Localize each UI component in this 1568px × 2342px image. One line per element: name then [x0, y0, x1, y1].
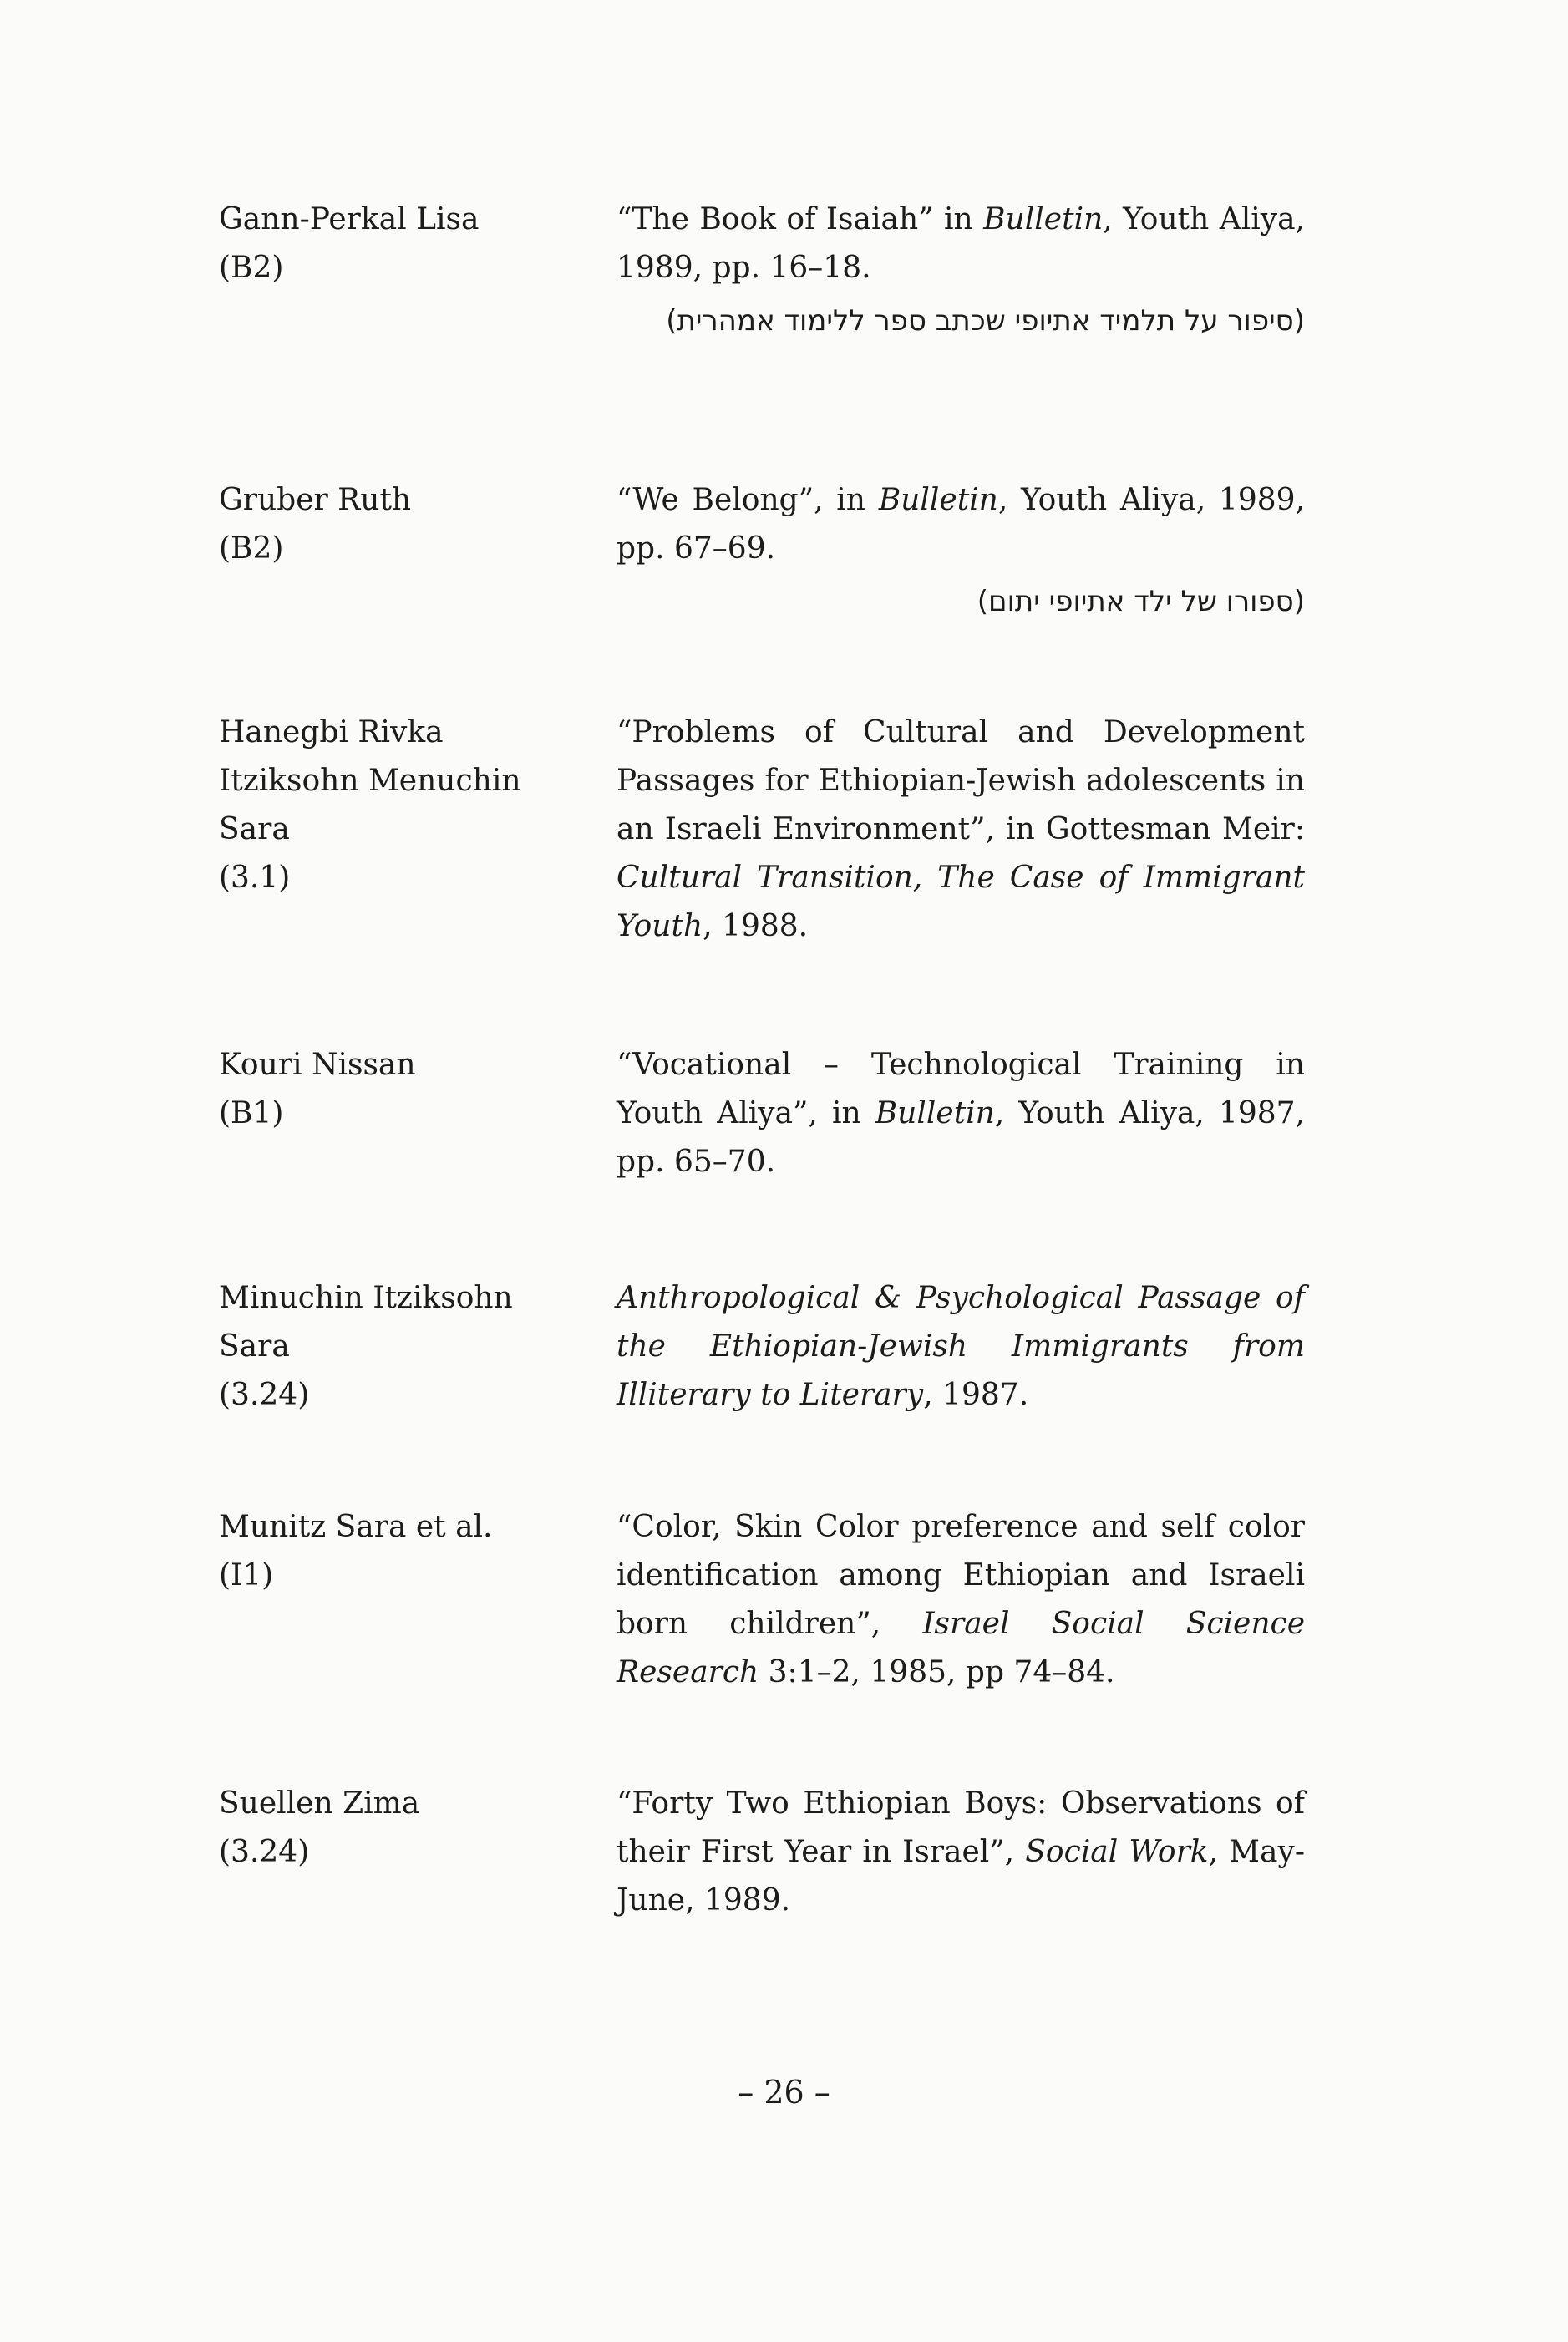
author-name: Itziksohn Menuchin Sara [219, 764, 521, 846]
entry-reference: “Color, Skin Color preference and self color identification among Ethiopian and Israeli born children”, Israel Social Science Research 3:1–2, 1985, pp 74–84. [617, 1510, 1306, 1689]
reference-title: Anthropological & Psychological Passage of the Ethiopian-Jewish Immigrants from Illiterary to Literary [617, 1281, 1305, 1412]
entry-author [219, 1780, 586, 1877]
entry-reference: “Vocational – Technological Training in Youth Aliya”, in Bulletin, Youth Aliya, 1987, pp. 65–70. [617, 1048, 1305, 1179]
entry-reference: “Problems of Cultural and Development Passages for Ethiopian-Jewish adolescents in an Israeli Environment”, in Gottesman Meir: Cultural Transition, The Case of Immigrant Youth, 1988. [617, 715, 1305, 943]
author-name: Gann-Perkal Lisa [219, 202, 480, 236]
reference-title: Cultural Transition, The Case of Immigrant Youth [617, 861, 1305, 943]
author-code: (B2) [219, 531, 284, 566]
author-name: Minuchin Itziksohn Sara [219, 1281, 513, 1364]
author-name: Suellen Zima [219, 1786, 420, 1821]
author-code: (3.1) [219, 861, 291, 895]
entry-author [219, 196, 586, 292]
entry-author [219, 709, 586, 902]
author-name: Gruber Ruth [219, 483, 412, 517]
entry-author [219, 1503, 586, 1600]
hebrew-note: (ספורו של ילד אתיופי יתום) [977, 585, 1305, 618]
reference-title: Bulletin [875, 1096, 995, 1130]
author-name: Kouri Nissan [219, 1048, 416, 1082]
reference-title: Israel Social Science Research [617, 1607, 1306, 1689]
entry-reference: “Forty Two Ethiopian Boys: Observations of their First Year in Israel”, Social Work, May-June, 1989. [617, 1786, 1305, 1918]
author-code: (I1) [219, 1558, 274, 1593]
reference-title: Bulletin [983, 202, 1104, 236]
author-code: (3.24) [219, 1378, 310, 1412]
entry-author [219, 1041, 586, 1138]
author-name: Munitz Sara et al. [219, 1510, 493, 1544]
author-code: (B2) [219, 251, 284, 285]
author-code: (B1) [219, 1096, 284, 1130]
entry-reference: “We Belong”, in Bulletin, Youth Aliya, 1989, pp. 67–69. (ספורו של ילד אתיופי יתום) [617, 476, 1305, 627]
entry-author [219, 476, 586, 573]
hebrew-note: (סיפור על תלמיד אתיופי שכתב ספר ללימוד אמהרית) [666, 304, 1305, 338]
entry-reference: “The Book of Isaiah” in Bulletin, Youth Aliya, 1989, pp. 16–18. (סיפור על תלמיד אתיופי שכתב ספר ללימוד אמהרית) [617, 196, 1305, 346]
reference-title: Social Work [1025, 1835, 1209, 1869]
author-name: Hanegbi Rivka [219, 715, 444, 749]
entry-reference: Anthropological & Psychological Passage of the Ethiopian-Jewish Immigrants from Illiterary to Literary, 1987. [617, 1281, 1305, 1412]
reference-title: Bulletin [878, 483, 998, 517]
author-code: (3.24) [219, 1835, 310, 1869]
page-number: – 26 – [738, 2074, 830, 2111]
entry-author [219, 1274, 586, 1420]
